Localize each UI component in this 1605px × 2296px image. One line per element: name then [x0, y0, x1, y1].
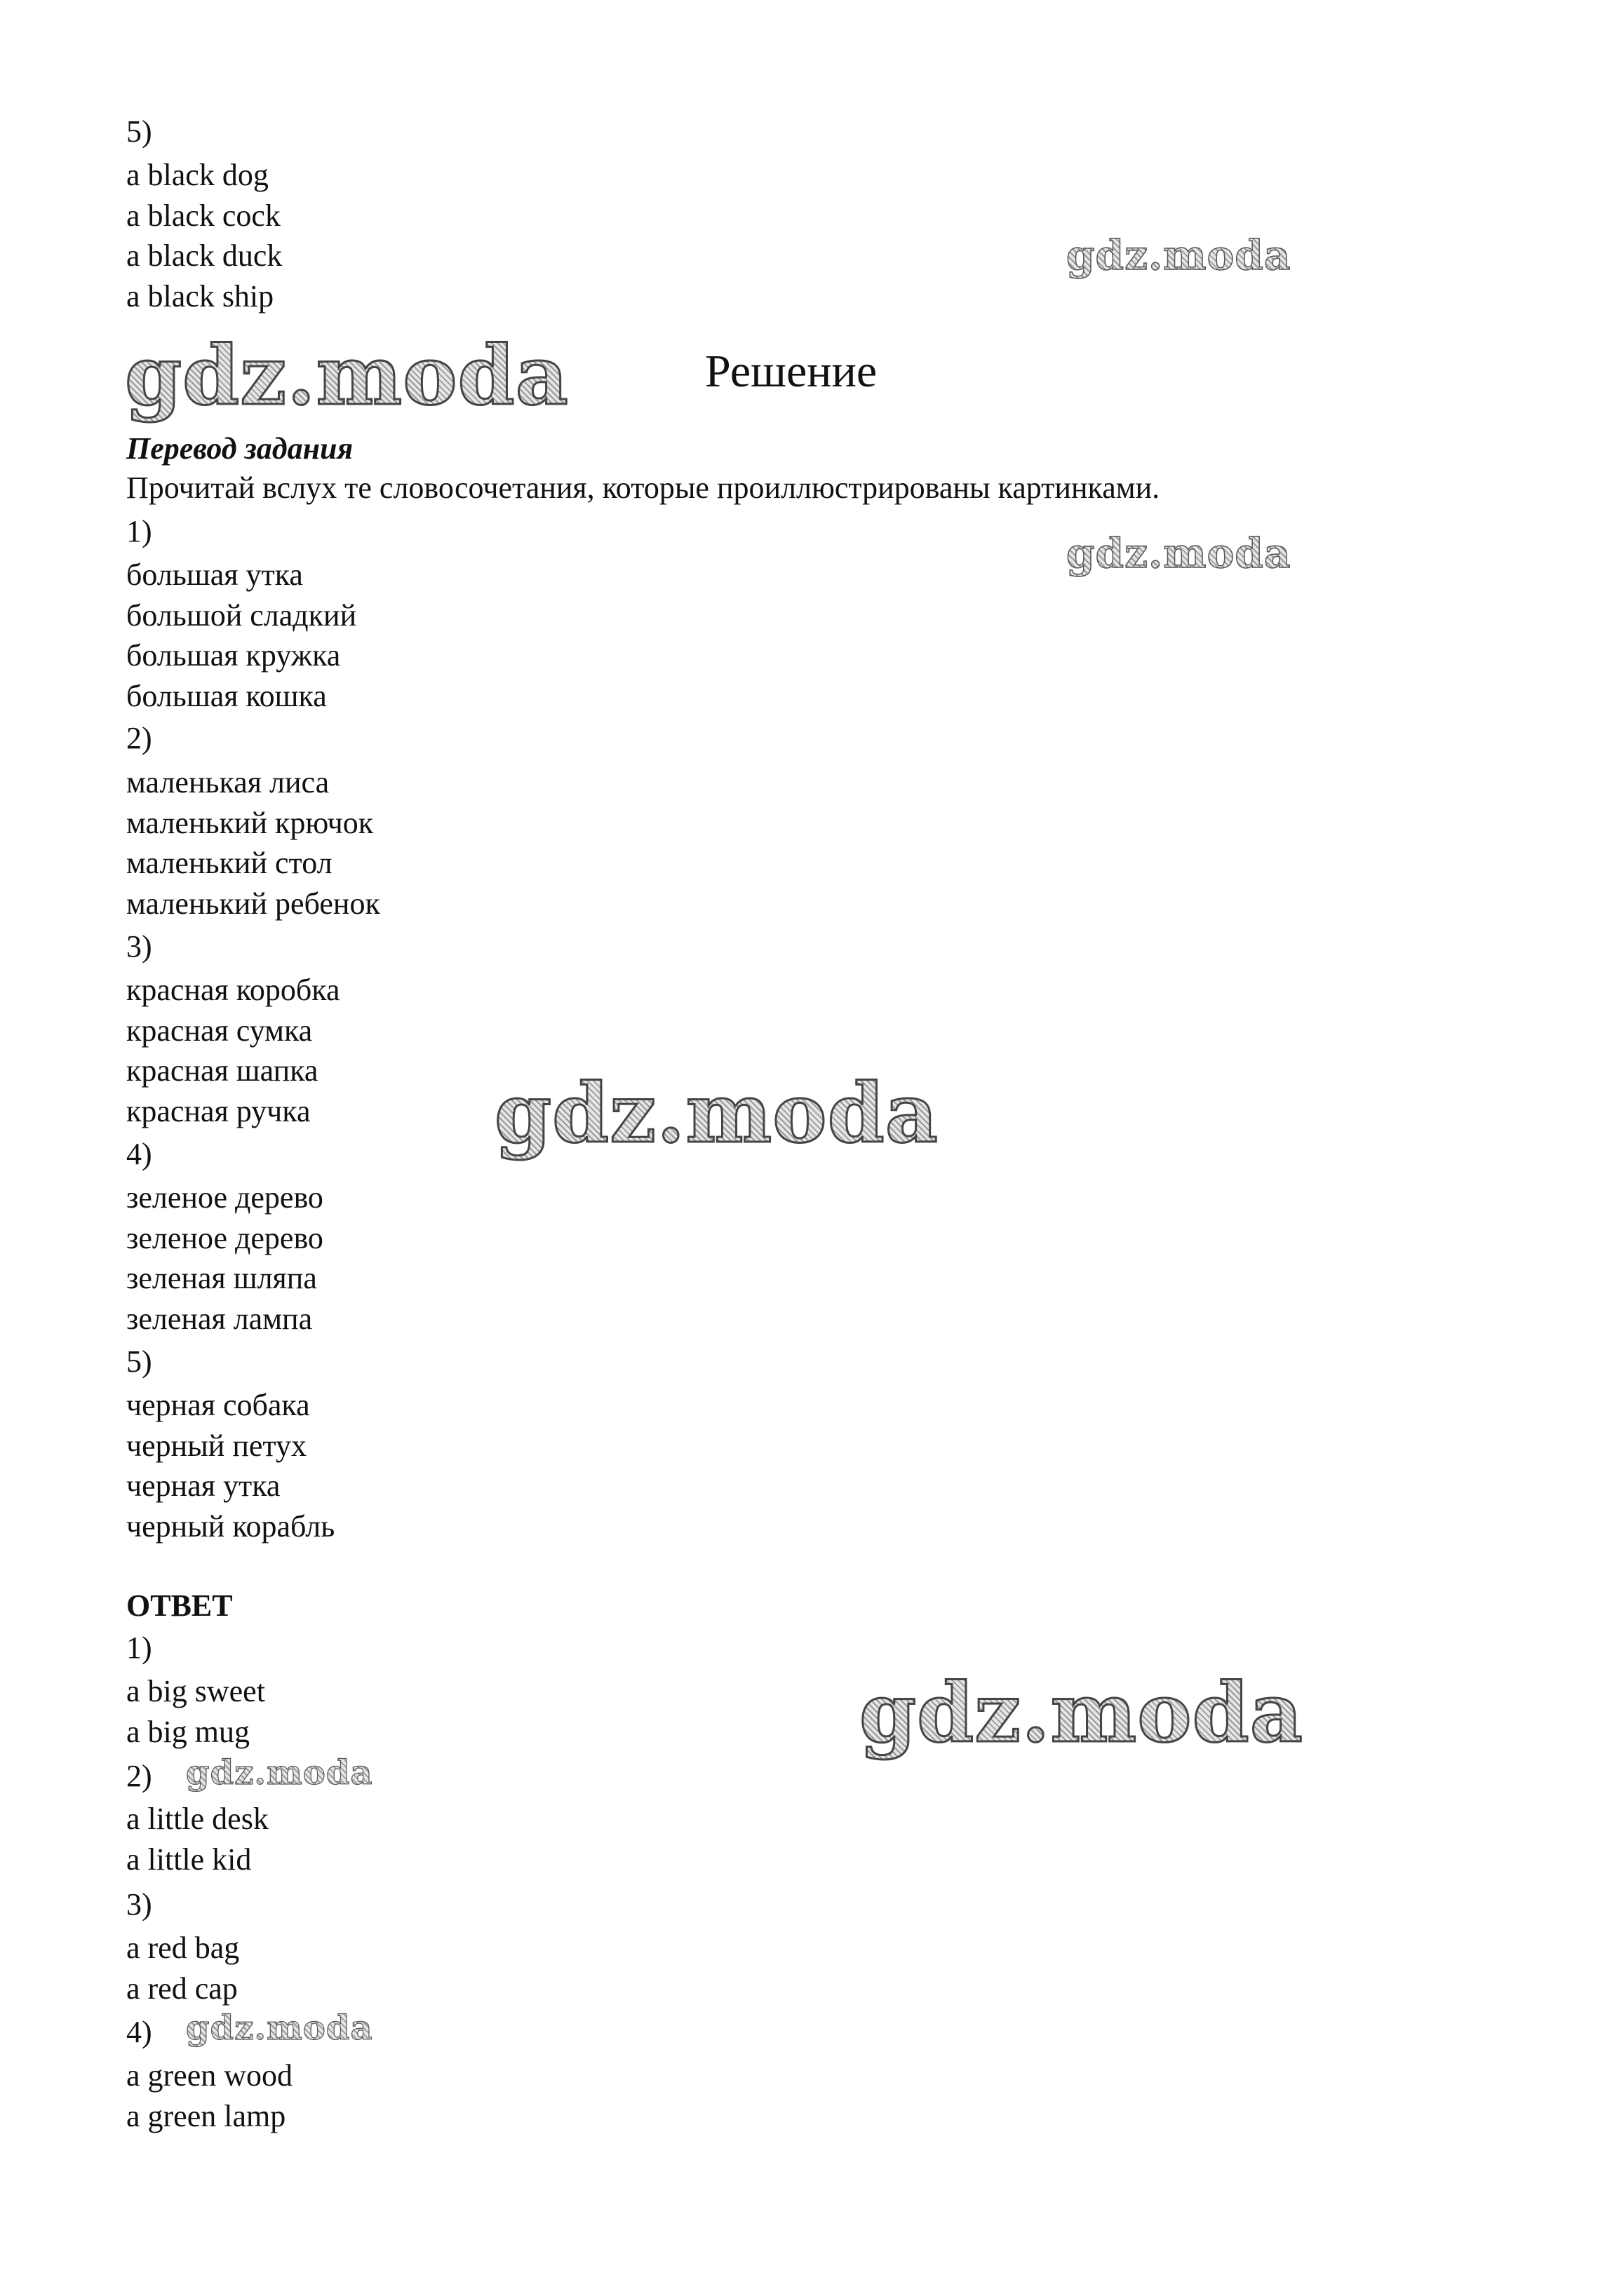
group-number: 5): [126, 1344, 152, 1379]
translation-instruction: Прочитай вслух те словосочетания, которые проиллюстрированы картинками.: [126, 471, 1160, 505]
group-number: 4): [126, 1137, 152, 1171]
translation-line: красная ручка: [126, 1094, 311, 1128]
translation-line: большая утка: [126, 558, 303, 592]
answer-line: a red bag: [126, 1931, 240, 1965]
group-number: 1): [126, 514, 152, 548]
solution-heading: Решение: [705, 346, 878, 397]
watermark: gdz.moda: [186, 2008, 373, 2048]
group-number: 3): [126, 929, 152, 964]
translation-line: зеленое дерево: [126, 1221, 323, 1255]
watermark: gdz.moda: [859, 1666, 1303, 1761]
translation-line: черный корабль: [126, 1509, 335, 1544]
translation-line: черная собака: [126, 1388, 310, 1422]
answer-line: a red cap: [126, 1971, 238, 2006]
watermark: gdz.moda: [1066, 231, 1291, 279]
translation-line: черная утка: [126, 1468, 281, 1503]
watermark: gdz.moda: [495, 1066, 939, 1161]
group-number: 2): [126, 721, 152, 755]
translation-line: зеленая шляпа: [126, 1261, 317, 1295]
answer-heading: ОТВЕТ: [126, 1588, 233, 1623]
answer-line: a black dog: [126, 158, 269, 192]
group-number: 1): [126, 1630, 152, 1665]
answer-line: a big sweet: [126, 1674, 265, 1708]
translation-line: красная коробка: [126, 973, 340, 1007]
answer-line: a black duck: [126, 238, 283, 273]
translation-line: маленький ребенок: [126, 886, 380, 921]
watermark: gdz.moda: [1066, 529, 1291, 577]
translation-line: большая кошка: [126, 679, 327, 713]
item-number: 5): [126, 114, 152, 149]
translation-line: красная сумка: [126, 1013, 313, 1048]
answer-line: a green wood: [126, 2058, 293, 2093]
group-number: 2): [126, 1759, 152, 1793]
translation-line: зеленое дерево: [126, 1180, 323, 1215]
translation-line: маленький стол: [126, 846, 333, 880]
answer-line: a little desk: [126, 1802, 269, 1836]
group-number: 3): [126, 1887, 152, 1922]
answer-line: a big mug: [126, 1715, 250, 1749]
watermark: gdz.moda: [125, 328, 569, 424]
watermark: gdz.moda: [186, 1753, 373, 1792]
translation-line: большой сладкий: [126, 598, 357, 633]
translation-line: зеленая лампа: [126, 1302, 313, 1336]
translation-line: большая кружка: [126, 638, 341, 673]
translation-line: маленький крючок: [126, 806, 374, 840]
translation-line: красная шапка: [126, 1053, 318, 1088]
translation-line: маленькая лиса: [126, 765, 330, 799]
answer-line: a black cock: [126, 198, 281, 233]
translation-heading: Перевод задания: [126, 431, 354, 466]
group-number: 4): [126, 2015, 152, 2049]
answer-line: a little kid: [126, 1842, 252, 1877]
translation-line: черный петух: [126, 1429, 307, 1463]
answer-line: a green lamp: [126, 2099, 286, 2133]
answer-line: a black ship: [126, 279, 274, 313]
